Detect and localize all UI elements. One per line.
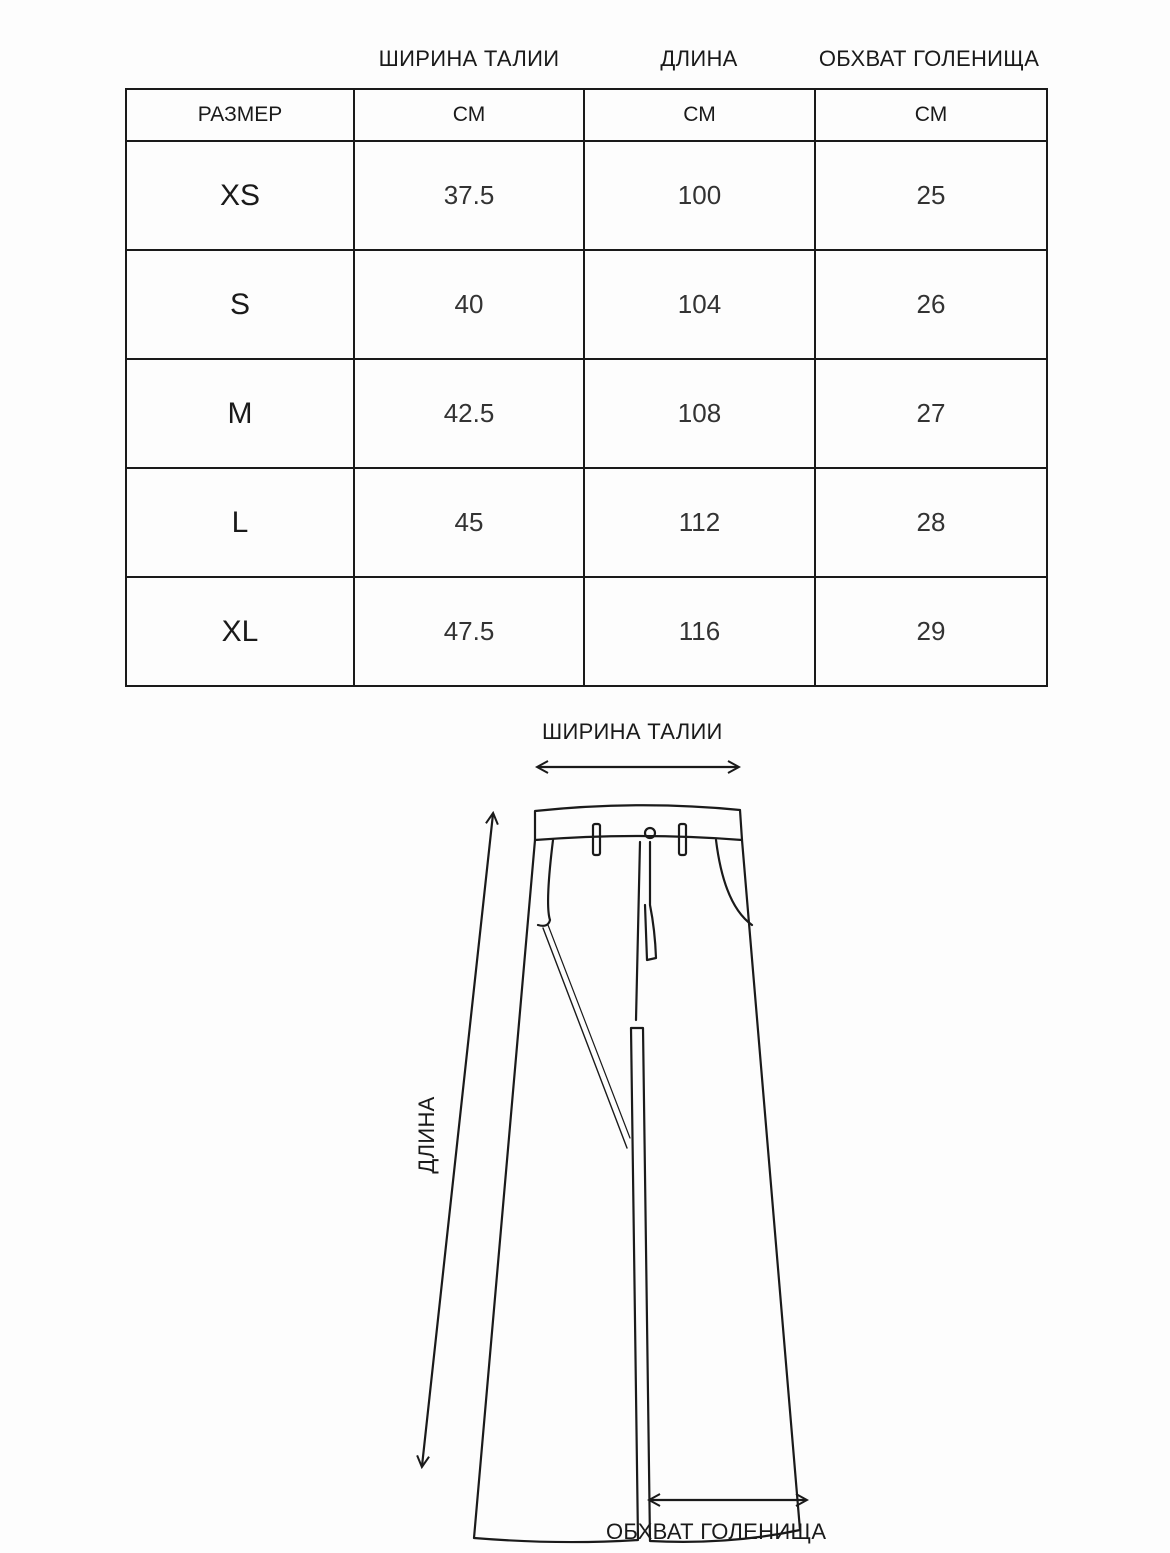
length-cell: 108 xyxy=(584,359,815,468)
waist-cell: 47.5 xyxy=(354,577,584,686)
length-cell: 112 xyxy=(584,468,815,577)
diagram-label-length: ДЛИНА xyxy=(414,1096,439,1174)
waist-cell: 42.5 xyxy=(354,359,584,468)
length-cell: 100 xyxy=(584,141,815,250)
column-title-waist: ШИРИНА ТАЛИИ xyxy=(378,46,560,71)
column-title-length: ДЛИНА xyxy=(660,46,738,71)
calf-cell: 29 xyxy=(815,577,1047,686)
waistband xyxy=(535,805,742,840)
diagram-label-waist: ШИРИНА ТАЛИИ xyxy=(542,719,723,744)
fly-line xyxy=(636,842,640,1020)
waist-cell: 45 xyxy=(354,468,584,577)
header-size: РАЗМЕР xyxy=(126,89,354,141)
size-cell: XL xyxy=(126,577,354,686)
length-cell: 116 xyxy=(584,577,815,686)
length-cell: 104 xyxy=(584,250,815,359)
fold-crease xyxy=(543,928,627,1148)
calf-cell: 25 xyxy=(815,141,1047,250)
belt-loop-right xyxy=(679,824,686,855)
pocket-left xyxy=(538,840,553,926)
fold-crease-inner xyxy=(548,925,630,1138)
calf-cell: 26 xyxy=(815,250,1047,359)
header-calf-unit: СМ xyxy=(815,89,1047,141)
waist-cell: 40 xyxy=(354,250,584,359)
fly-placket xyxy=(645,842,656,960)
belt-loop-left xyxy=(593,824,600,855)
size-cell: L xyxy=(126,468,354,577)
size-cell: M xyxy=(126,359,354,468)
waist-cell: 37.5 xyxy=(354,141,584,250)
size-cell: XS xyxy=(126,141,354,250)
header-waist-unit: СМ xyxy=(354,89,584,141)
calf-cell: 28 xyxy=(815,468,1047,577)
size-cell: S xyxy=(126,250,354,359)
calf-cell: 27 xyxy=(815,359,1047,468)
column-title-calf: ОБХВАТ ГОЛЕНИЩА xyxy=(818,46,1040,71)
header-length-unit: СМ xyxy=(584,89,815,141)
diagram-label-calf: ОБХВАТ ГОЛЕНИЩА xyxy=(606,1519,827,1544)
